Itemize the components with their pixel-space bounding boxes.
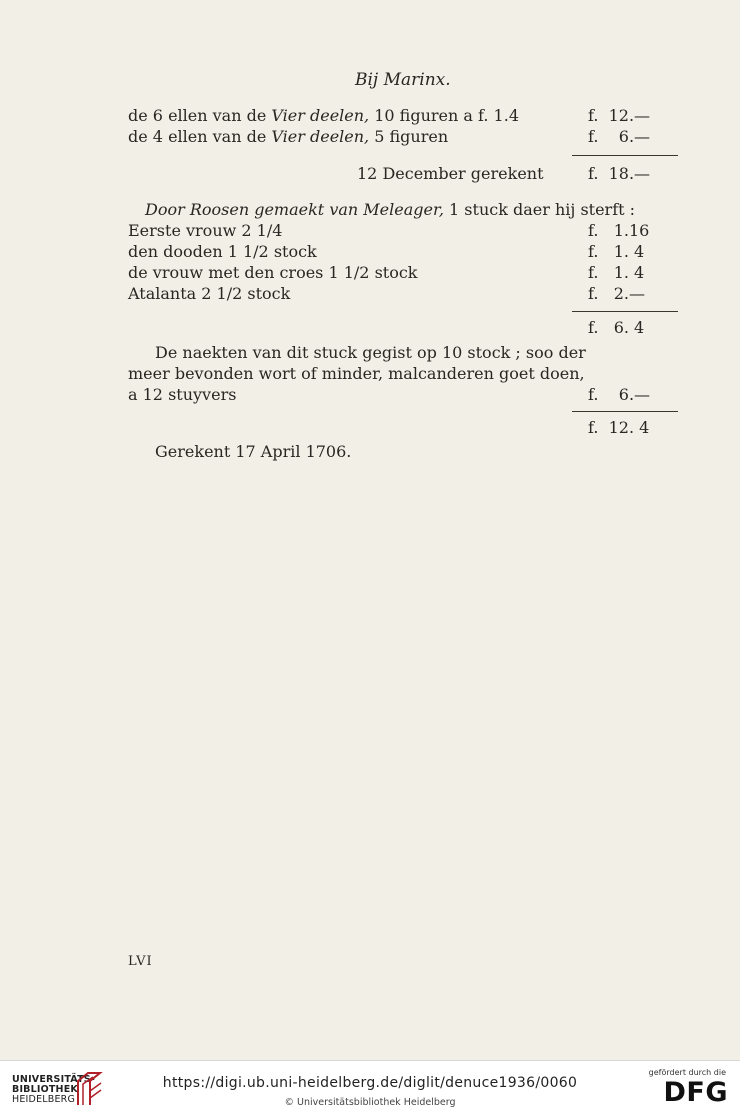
entry-line: Eerste vrouw 2 1/4 — [128, 221, 283, 240]
note-amount: f. 6.— — [588, 385, 651, 404]
entry-text: de 4 ellen van de — [128, 127, 272, 146]
viewer-footer — [0, 1060, 740, 1115]
entry-amount: f. 2.— — [588, 284, 645, 303]
entry-amount: f. 1. 4 — [588, 263, 645, 282]
permalink-url[interactable]: https://digi.ub.uni-heidelberg.de/diglit/denuce1936/0060 — [162, 1075, 578, 1091]
entry-title-italic: Vier deelen, — [271, 127, 370, 146]
sum-rule — [572, 311, 678, 312]
entry-amount: f. 12.— — [588, 106, 651, 125]
note-line: a 12 stuyvers — [128, 385, 237, 404]
sum-rule — [572, 155, 678, 156]
entry-title-italic: Vier deelen, — [271, 106, 370, 125]
funding-caption: gefördert durch die — [648, 1068, 726, 1077]
entry-line: Atalanta 2 1/2 stock — [128, 284, 291, 303]
date-line: Gerekent 17 April 1706. — [155, 442, 352, 461]
copyright-notice: © Universitätsbibliothek Heidelberg — [284, 1097, 456, 1108]
section-intro — [145, 200, 635, 220]
entry-amount: f. 6.— — [588, 127, 651, 146]
section-title-italic: Door Roosen gemaekt van Meleager, — [145, 200, 444, 219]
entry-text: 5 figuren — [369, 127, 449, 146]
entry-line — [128, 127, 448, 147]
page-heading: Bij Marinx. — [355, 70, 451, 90]
subtotal-label: 12 December gerekent — [357, 164, 544, 183]
dfg-logo: DFG — [663, 1077, 728, 1108]
entry-line: de vrouw met den croes 1 1/2 stock — [128, 263, 418, 282]
entry-line: den dooden 1 1/2 stock — [128, 242, 317, 261]
signature-mark: LVI — [128, 954, 153, 969]
library-name-line: BIBLIOTHEK — [12, 1084, 78, 1095]
grand-total-amount: f. 12. 4 — [588, 418, 650, 437]
entry-amount: f. 1.16 — [588, 221, 650, 240]
entry-text: 10 figuren a f. 1.4 — [369, 106, 519, 125]
entry-amount: f. 1. 4 — [588, 242, 645, 261]
library-name-line: HEIDELBERG — [12, 1094, 76, 1105]
subtotal-amount: f. 18.— — [588, 164, 651, 183]
library-name-line: UNIVERSITÄTS- — [12, 1074, 95, 1085]
sum-rule — [572, 411, 678, 412]
entry-text: de 6 ellen van de — [128, 106, 272, 125]
entry-line — [128, 106, 519, 126]
subtotal-amount: f. 6. 4 — [588, 318, 645, 337]
note-line: meer bevonden wort of minder, malcanderen goet doen, — [128, 364, 585, 383]
note-line: De naekten van dit stuck gegist op 10 stock ; soo der — [155, 343, 586, 362]
section-intro-text: 1 stuck daer hij sterft : — [443, 200, 636, 219]
